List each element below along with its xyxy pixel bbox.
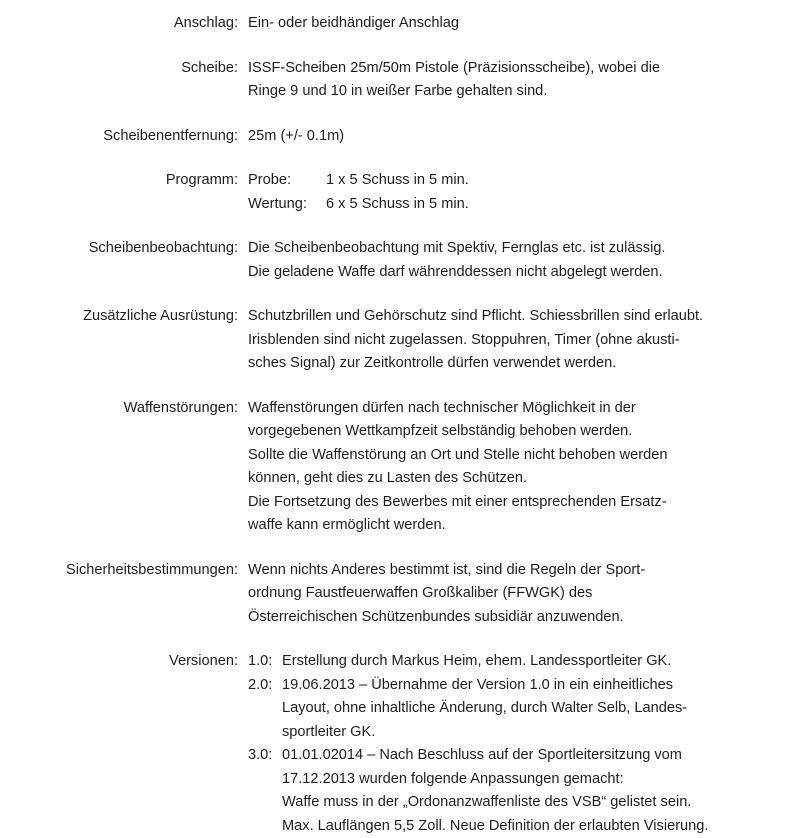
section-scheibenbeobachtung [0, 237, 812, 284]
text-line: 19.06.2013 – Übernahme der Version 1.0 in ein einheitliches [282, 674, 687, 698]
section-programm [0, 169, 812, 216]
section-versionen [0, 650, 812, 838]
text-line: Schutzbrillen und Gehörschutz sind Pflicht. Schiessbrillen sind erlaubt. [248, 305, 703, 329]
section-label: Zusätzliche Ausrüstung: [0, 305, 238, 329]
text-line: ordnung Faustfeuerwaffen Großkaliber (FFWGK) des [248, 582, 645, 606]
program-name: Wertung: [248, 193, 326, 217]
text-line: Layout, ohne inhaltliche Änderung, durch Walter Selb, Landes- [282, 697, 687, 721]
text-line: 01.01.02014 – Nach Beschluss auf der Sportleitersitzung vom [282, 744, 708, 768]
text-line: Waffenstörungen dürfen nach technischer Möglichkeit in der [248, 397, 667, 421]
section-value [238, 559, 645, 630]
text-line: Ein- oder beidhändiger Anschlag [248, 12, 459, 36]
text-line: sches Signal) zur Zeitkontrolle dürfen verwendet werden. [248, 352, 703, 376]
text-line: sportleiter GK. [282, 721, 687, 745]
document-body [0, 12, 812, 838]
text-line: ISSF-Scheiben 25m/50m Pistole (Präzisionsscheibe), wobei die [248, 57, 660, 81]
text-line: Österreichischen Schützenbundes subsidiär anzuwenden. [248, 606, 645, 630]
section-value [238, 169, 469, 216]
section-anschlag [0, 12, 812, 36]
text-line: Die geladene Waffe darf währenddessen nicht abgelegt werden. [248, 261, 666, 285]
text-line: waffe kann ermöglicht werden. [248, 514, 667, 538]
version-number: 2.0: [248, 674, 282, 745]
text-line: 17.12.2013 wurden folgende Anpassungen gemacht: [282, 768, 708, 792]
text-line: 25m (+/- 0.1m) [248, 125, 344, 149]
section-label: Scheibe: [0, 57, 238, 81]
section-label: Scheibenentfernung: [0, 125, 238, 149]
program-text: 1 x 5 Schuss in 5 min. [326, 169, 469, 193]
section-zusaetzliche-ausruestung [0, 305, 812, 376]
section-value [238, 125, 344, 149]
version-text [282, 650, 671, 674]
program-row-probe [248, 169, 469, 193]
section-scheibe [0, 57, 812, 104]
section-label: Scheibenbeobachtung: [0, 237, 238, 261]
section-value [238, 650, 708, 838]
section-label: Anschlag: [0, 12, 238, 36]
version-entry [248, 650, 708, 674]
text-line: Sollte die Waffenstörung an Ort und Stelle nicht behoben werden [248, 444, 667, 468]
section-value [238, 57, 660, 104]
version-entry [248, 674, 708, 745]
text-line: können, geht dies zu Lasten des Schützen. [248, 467, 667, 491]
section-value [238, 305, 703, 376]
section-waffenstoerungen [0, 397, 812, 538]
text-line: Erstellung durch Markus Heim, ehem. Landessportleiter GK. [282, 650, 671, 674]
section-value [238, 12, 459, 36]
program-text: 6 x 5 Schuss in 5 min. [326, 193, 469, 217]
section-label: Versionen: [0, 650, 238, 674]
program-row-wertung [248, 193, 469, 217]
section-scheibenentfernung [0, 125, 812, 149]
section-label: Programm: [0, 169, 238, 193]
section-label: Sicherheitsbestimmungen: [0, 559, 238, 583]
text-line: vorgegebenen Wettkampfzeit selbständig behoben werden. [248, 420, 667, 444]
text-line: Max. Lauflängen 5,5 Zoll. Neue Definition der erlaubten Visierung. [282, 815, 708, 838]
section-label: Waffenstörungen: [0, 397, 238, 421]
text-line: Irisblenden sind nicht zugelassen. Stoppuhren, Timer (ohne akusti- [248, 329, 703, 353]
program-name: Probe: [248, 169, 326, 193]
text-line: Die Fortsetzung des Bewerbes mit einer entsprechenden Ersatz- [248, 491, 667, 515]
section-sicherheitsbestimmungen [0, 559, 812, 630]
section-value [238, 237, 666, 284]
section-value [238, 397, 667, 538]
version-number: 3.0: [248, 744, 282, 838]
text-line: Ringe 9 und 10 in weißer Farbe gehalten sind. [248, 80, 660, 104]
version-number: 1.0: [248, 650, 282, 674]
text-line: Die Scheibenbeobachtung mit Spektiv, Fernglas etc. ist zulässig. [248, 237, 666, 261]
text-line: Waffe muss in der „Ordonanzwaffenliste des VSB“ gelistet sein. [282, 791, 708, 815]
version-text [282, 674, 687, 745]
text-line: Wenn nichts Anderes bestimmt ist, sind die Regeln der Sport- [248, 559, 645, 583]
